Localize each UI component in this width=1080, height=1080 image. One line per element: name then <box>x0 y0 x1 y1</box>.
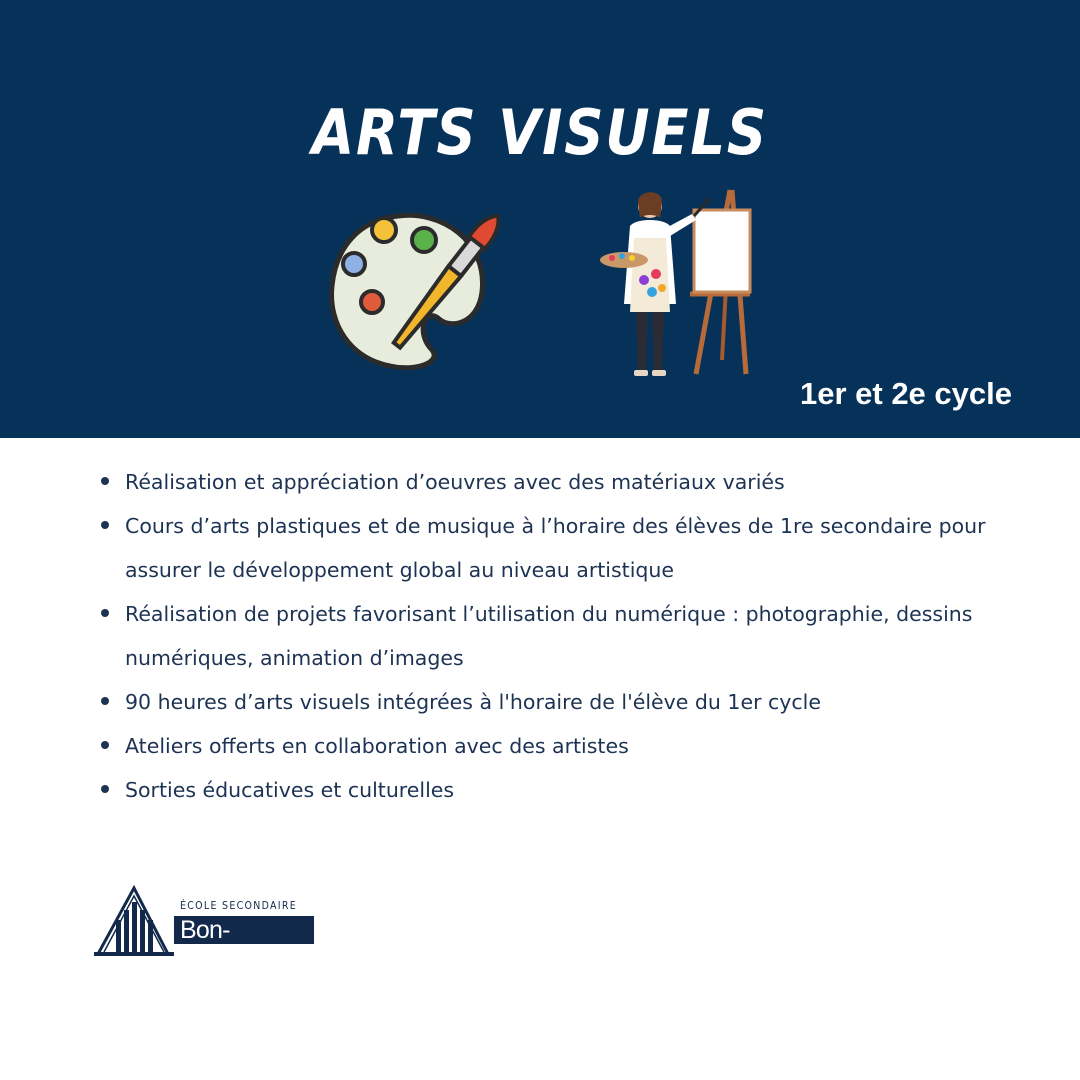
logo-subtitle: ÉCOLE SECONDAIRE <box>180 900 297 912</box>
list-item: Réalisation de projets favorisant l’utilisation du numérique : photographie, dessins numériques, animation d’images <box>100 592 1010 680</box>
cycle-label: 1er et 2e cycle <box>799 376 1012 411</box>
list-item: Sorties éducatives et culturelles <box>100 768 1010 812</box>
paint-palette-icon <box>320 200 500 380</box>
logo-name: Bon-Pasteur <box>174 916 314 944</box>
list-item: Cours d’arts plastiques et de musique à l’horaire des élèves de 1re secondaire pour assurer le développement global au niveau artistique <box>100 504 1010 592</box>
school-logo <box>94 884 314 972</box>
list-item: 90 heures d’arts visuels intégrées à l'horaire de l'élève du 1er cycle <box>100 680 1010 724</box>
list-item: Ateliers offerts en collaboration avec des artistes <box>100 724 1010 768</box>
feature-list <box>100 460 1010 812</box>
header-banner <box>0 0 1080 438</box>
page-title: ARTS VISUELS <box>312 96 768 169</box>
list-item: Réalisation et appréciation d’oeuvres avec des matériaux variés <box>100 460 1010 504</box>
painter-at-easel-icon <box>600 184 760 384</box>
